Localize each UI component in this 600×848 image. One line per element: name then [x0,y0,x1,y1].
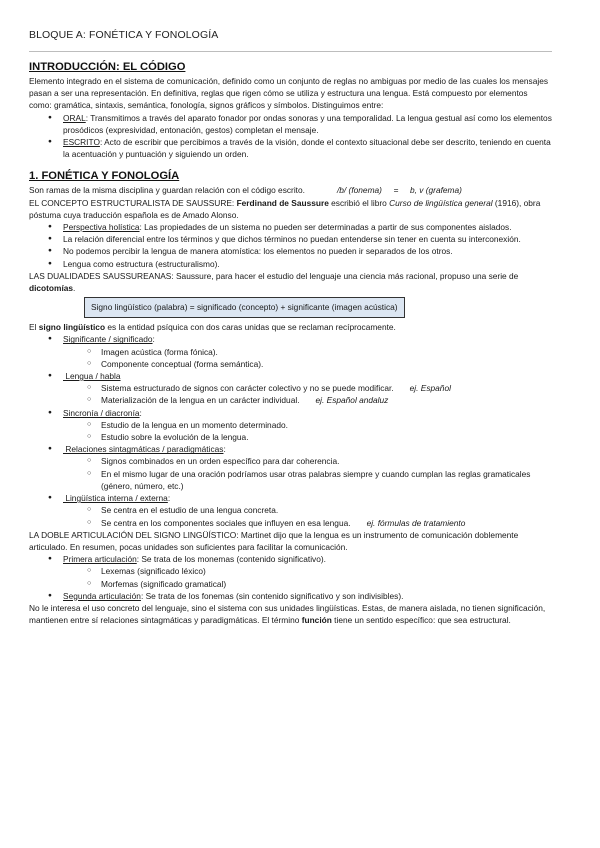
list-subitem: ○ Morfemas (significado gramatical) [29,578,552,590]
list-item: ● Relaciones sintagmáticas / paradigmáticas: [29,443,552,455]
dichotomy-term: Sincronía / diacronía [63,407,140,418]
saussure-book: Curso de lingüística general [389,197,493,208]
dualidades-bold: dicotomías [29,283,74,294]
dichotomy-term: Lingüística interna / externa [63,493,168,504]
term-escrito: ESCRITO [63,137,100,148]
formula-box-row [84,297,552,318]
list-item: ● Lingüística interna / externa: [29,492,552,504]
intro-paragraph: Elemento integrado en el sistema de comunicación, definido como un conjunto de reglas no ambiguas por medio de las cuales los mensajes pasan a ser una representación. En definitiva, reglas que rigen cómo se utiliza y estructura una lengua. Está compuesto por elementos como: gramática, sintaxis, semántica, fonología, signos gráficos y símbolos. Distinguimos entre: [29,76,549,111]
dichotomy-list [29,333,552,528]
final-b: tiene un sentido específico: que sea estructural. [331,615,511,626]
signo-paragraph [29,321,552,333]
list-subitem: ○ Estudio sobre la evolución de la lengua. [29,431,552,443]
dualidades-text: LAS DUALIDADES SAUSSUREANAS: Saussure, para hacer el estudio del lenguaje una ciencia más racional, propuso una serie de [29,270,519,281]
subitem-text: Materialización de la lengua en un carácter individual. [101,395,300,406]
dualidades-end: . [73,283,76,294]
header-divider [29,51,552,52]
intro-heading: INTRODUCCIÓN: EL CÓDIGO [29,61,186,73]
final-paragraph [29,602,552,626]
final-bold: función [301,615,332,626]
perspectiva-term: Perspectiva holística [63,222,140,233]
list-subitem: ○ Estudio de la lengua en un momento determinado. [29,419,552,431]
page-header: BLOQUE A: FONÉTICA Y FONOLOGÍA [29,29,219,41]
saussure-text2: (1916), obra póstuma cuya traducción española es de Amado Alonso. [29,197,541,220]
term-oral: ORAL [63,112,86,123]
list-item [29,112,552,136]
final-a: No le interesa el uso concreto del lenguaje, sino el sistema con sus unidades lingüísticas. Estas, de manera aislada, no tienen significación, mantienen entre sí relaciones sintagmáticas y paradigmáticas. El término [29,602,546,626]
term-escrito-text: : Acto de escribir que percibimos a través de la visión, donde el contexto situacional debe ser descrito, teniendo en cuenta la acentuación y puntuación y siguiendo un orden. [63,137,551,160]
dichotomy-term: Relaciones sintagmáticas / paradigmáticas [63,444,224,455]
list-item [29,136,552,160]
signo-bold: signo lingüístico [38,322,106,333]
section1-heading: 1. FONÉTICA Y FONOLOGÍA [29,170,180,183]
list-subitem: ○ Signos combinados en un orden específico para dar coherencia. [29,455,552,467]
list-item: ● No podemos percibir la lengua de manera atomística: los elementos no pueden ir separados de los otros. [29,245,552,257]
subitem-text: Sistema estructurado de signos con carácter colectivo y no se puede modificar. [101,383,394,394]
list-subitem [29,394,552,406]
list-item [29,221,552,233]
term-oral-text: : Transmitimos a través del aparato fonador por ondas sonoras y una temporalidad. La lengua gestual así como los elementos prosódicos (expresividad, entonación, gestos) completan el mensaje. [63,112,552,135]
list-item: ● La relación diferencial entre los términos y que dichos términos no puedan entenderse sin tener en cuenta su interconexión. [29,233,552,245]
list-item: ● Lengua como estructura (estructuralismo). [29,258,552,270]
saussure-name: Ferdinand de Saussure [236,197,329,208]
primera-term: Primera articulación [63,554,137,565]
list-subitem: ○ En el mismo lugar de una oración podríamos usar otras palabras siempre y cuando cumplan las reglas gramaticales (género, número, etc.) [29,468,552,492]
line1-text: Son ramas de la misma disciplina y guardan relación con el código escrito. [29,185,305,196]
primera-text: : Se trata de los monemas (contenido significativo). [136,554,326,565]
saussure-lead: EL CONCEPTO ESTRUCTURALISTA DE SAUSSURE: [29,197,237,208]
list-item [29,370,552,382]
segunda-text: : Se trata de los fonemas (sin contenido significativo y son indivisibles). [140,590,404,601]
segunda-term: Segunda articulación [63,590,141,601]
saussure-paragraph [29,197,552,221]
list-item: ● Significante / significado: [29,333,552,345]
saussure-text1: escribió el libro [328,197,390,208]
dichotomy-term: Significante / significado [63,334,153,345]
list-subitem: ○ Se centra en el estudio de una lengua concreta. [29,504,552,516]
list-item [29,553,552,565]
example-label: ej. Español [409,383,451,394]
formula-box: Signo lingüístico (palabra) = significado (concepto) + significante (imagen acústica) [84,297,405,318]
signo-b: es la entidad psíquica con dos caras unidas que se reclaman recíprocamente. [105,322,396,333]
document-body [29,60,552,626]
example-label: ej. Español andaluz [315,395,389,406]
perspectiva-text: : Las propiedades de un sistema no pueden ser determinadas a partir de sus componentes aislados. [139,222,512,233]
articulacion-list [29,553,552,602]
list-subitem: ○ Componente conceptual (forma semántica). [29,358,552,370]
list-item: ● Sincronía / diacronía: [29,407,552,419]
list-subitem [29,382,552,394]
list-subitem: ○ Imagen acústica (forma fónica). [29,346,552,358]
section1-intro-line [29,184,552,196]
doble-articulacion-paragraph: LA DOBLE ARTICULACIÓN DEL SIGNO LINGÜÍSTICO: Martinet dijo que la lengua es un instrumento de comunicación doblemente articulado. En resumen, pocas unidades son suficientes para facilitar la comunicación. [29,529,519,552]
saussure-list [29,221,552,270]
example-label: ej. fórmulas de tratamiento [366,517,466,528]
spacer [29,160,552,169]
signo-a: El [29,322,39,333]
list-item [29,590,552,602]
line1-example: /b/ (fonema) = b, v (grafema) [336,185,462,196]
dichotomy-term: Lengua / habla [63,371,121,382]
list-subitem [29,517,552,529]
intro-list [29,112,552,161]
dualidades-paragraph [29,270,552,294]
list-subitem: ○ Lexemas (significado léxico) [29,565,552,577]
subitem-text: Se centra en los componentes sociales que influyen en esa lengua. [101,517,351,528]
